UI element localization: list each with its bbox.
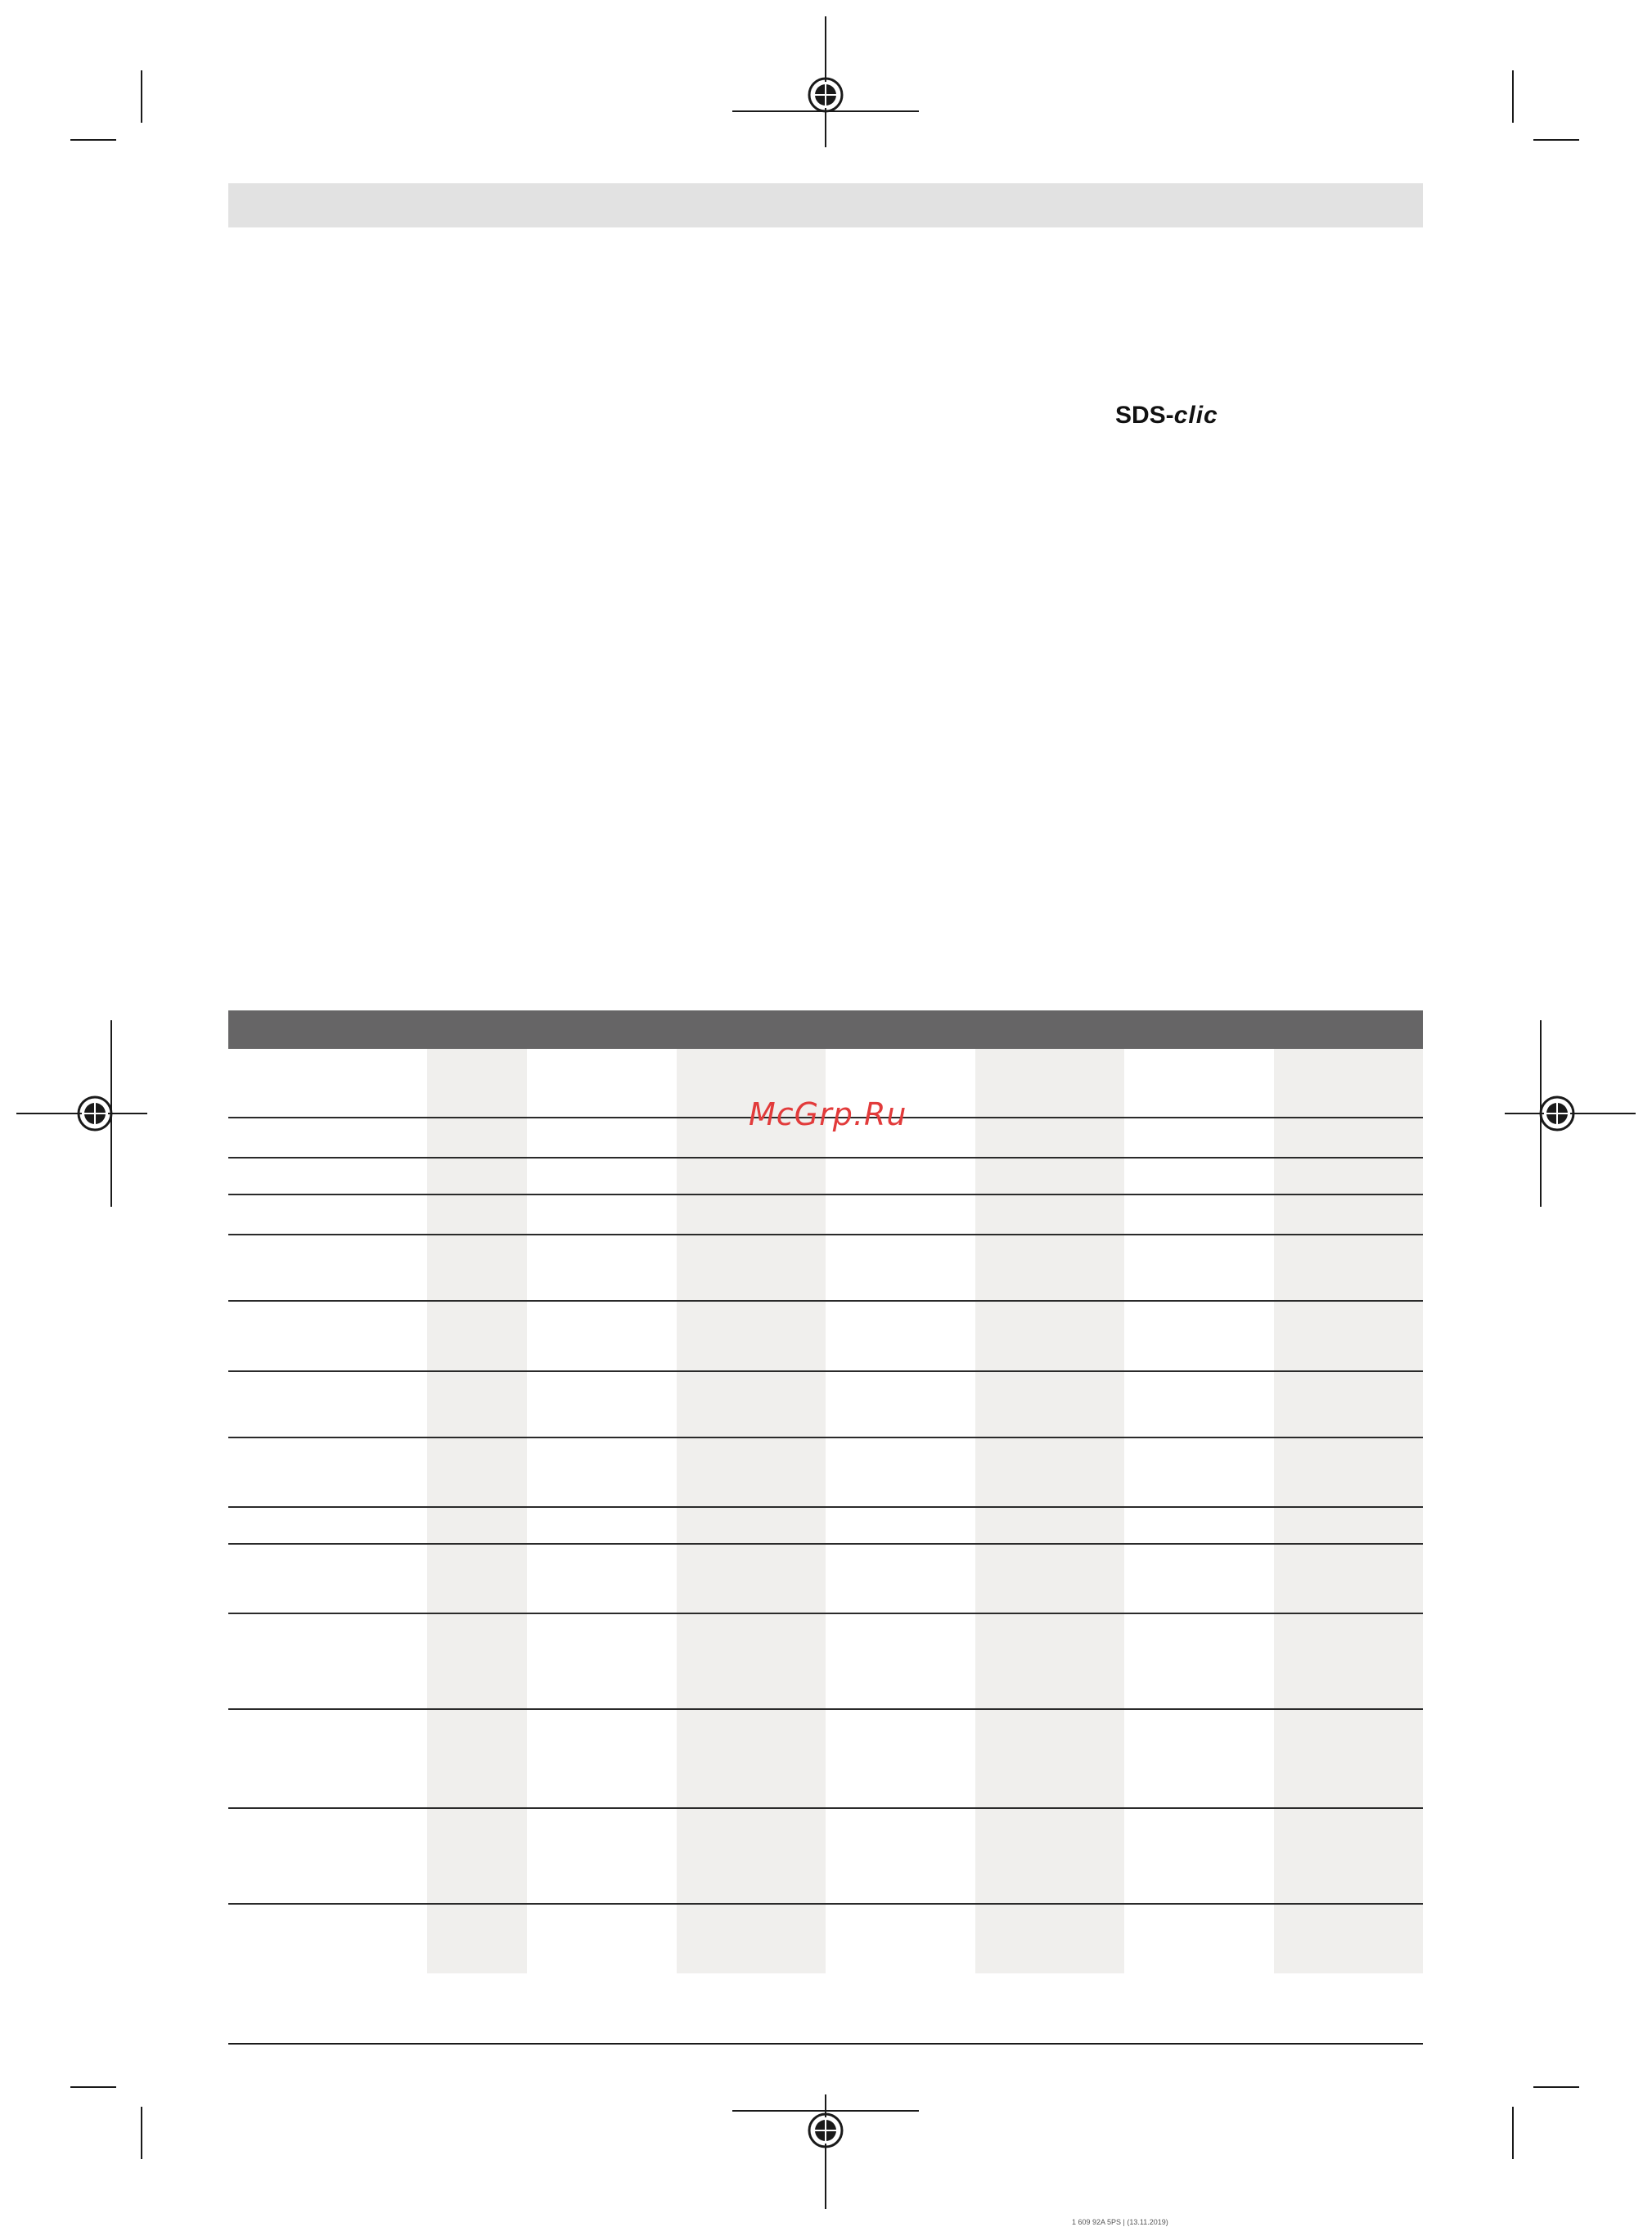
logo-prefix: SDS- <box>1115 402 1174 429</box>
table-row-divider <box>228 1708 1423 1710</box>
table-row-divider <box>228 1807 1423 1809</box>
table-row-divider <box>228 1370 1423 1372</box>
table-header-bar <box>228 1010 1423 1049</box>
table-row-divider <box>228 1234 1423 1235</box>
table-row-divider <box>228 1157 1423 1158</box>
crop-mark-top-left-horizontal <box>70 139 116 141</box>
table-shaded-column <box>677 1049 826 1973</box>
header-band <box>228 183 1423 227</box>
registration-mark-right-icon <box>1505 1019 1636 1208</box>
table-shaded-column <box>427 1049 527 1973</box>
crop-mark-top-right-vertical <box>1512 70 1514 123</box>
footer-rule <box>228 2043 1423 2045</box>
table-row-divider <box>228 1903 1423 1905</box>
crop-mark-bottom-left-vertical <box>141 2107 142 2159</box>
crop-mark-bottom-left-horizontal <box>70 2086 116 2088</box>
table-row-divider <box>228 1506 1423 1508</box>
watermark-text: McGrp.Ru <box>749 1096 907 1132</box>
crop-mark-bottom-right-horizontal <box>1533 2086 1579 2088</box>
table-shaded-column <box>975 1049 1124 1973</box>
table-shaded-column <box>1274 1049 1423 1973</box>
table-row-divider <box>228 1300 1423 1302</box>
crop-mark-bottom-right-vertical <box>1512 2107 1514 2159</box>
table-row-divider <box>228 1437 1423 1438</box>
logo-suffix: clic <box>1173 402 1218 429</box>
crop-mark-top-right-horizontal <box>1533 139 1579 141</box>
table-row-divider <box>228 1613 1423 1614</box>
registration-mark-left-icon <box>16 1019 147 1208</box>
sds-clic-logo <box>1115 402 1218 430</box>
table-row-divider <box>228 1543 1423 1545</box>
table-row-divider <box>228 1194 1423 1195</box>
footer-print-code: 1 609 92A 5PS | (13.11.2019) <box>1072 2218 1168 2226</box>
registration-mark-bottom-icon <box>731 2094 921 2209</box>
crop-mark-top-left-vertical <box>141 70 142 123</box>
registration-mark-top-icon <box>731 16 921 147</box>
